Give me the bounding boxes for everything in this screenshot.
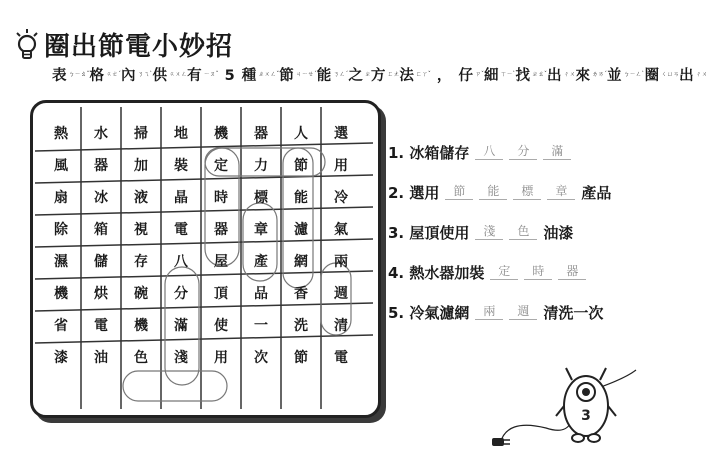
- answer-char: 時: [524, 262, 552, 280]
- grid-cell: 人: [294, 126, 308, 142]
- instruction-char: 格: [89, 68, 106, 84]
- answer-char: 淺: [475, 222, 503, 240]
- zhuyin-annotation: ㄈㄚˇ: [415, 71, 431, 78]
- grid-cell: 晶: [174, 190, 188, 206]
- grid-cell: 除: [54, 222, 68, 238]
- answer-blank[interactable]: [472, 222, 540, 242]
- zhuyin-annotation: ㄒㄧˋ: [500, 71, 516, 78]
- grid-cell: 網: [294, 254, 308, 270]
- zhuyin-annotation: ㄧㄡˇ: [203, 71, 219, 78]
- grid-cell: 洗: [294, 318, 308, 334]
- answer-char: 兩: [475, 302, 503, 320]
- grid-cell: 電: [94, 318, 108, 334]
- instruction-char: 節: [279, 68, 295, 84]
- question-text: 4. 熱水器加裝: [388, 263, 485, 282]
- instruction-char: 細: [483, 68, 500, 84]
- grid-cell: 裝: [174, 158, 188, 174]
- zhuyin-annotation: ㄋㄥˊ: [333, 71, 349, 78]
- zhuyin-annotation: ㄗˇ: [474, 71, 484, 78]
- grid-cell: 液: [134, 190, 148, 206]
- question-text: 2. 選用: [388, 183, 440, 202]
- grid-cell: 用: [334, 158, 348, 174]
- grid-cell: 加: [134, 158, 148, 174]
- grid-cell: 時: [214, 190, 228, 206]
- pencil-circle: [123, 371, 227, 401]
- instruction-char: 出: [679, 68, 695, 84]
- grid-cell: 濕: [54, 254, 68, 270]
- zhuyin-annotation: ㄅㄧㄠˇ: [68, 71, 90, 78]
- grid-cell: 漆: [54, 350, 68, 366]
- question-list: [388, 132, 611, 332]
- instruction-char: 方: [370, 68, 387, 84]
- answer-char: 分: [509, 142, 537, 160]
- zhuyin-annotation: ㄈㄤ: [387, 71, 400, 78]
- question-suffix: 產品: [581, 183, 612, 202]
- grid-cell: 頂: [214, 286, 228, 302]
- grid-cell: 烘: [94, 286, 108, 302]
- grid-cell: 器: [254, 126, 268, 142]
- grid-cell: 週: [334, 286, 348, 302]
- grid-cell: 次: [254, 350, 268, 366]
- answer-char: 器: [558, 262, 586, 280]
- question-suffix: 油漆: [543, 223, 574, 242]
- question-text: 5. 冷氣濾網: [388, 303, 470, 322]
- question-item: [388, 212, 611, 252]
- question-text: 3. 屋頂使用: [388, 223, 470, 242]
- zhuyin-annotation: ㄅㄧㄥˋ: [623, 71, 645, 78]
- grid-cell: 機: [214, 126, 228, 142]
- zhuyin-annotation: ㄓㄨㄥˇ: [258, 71, 280, 78]
- grid-cell: 滿: [174, 318, 188, 334]
- grid-cell: 色: [134, 350, 148, 366]
- grid-cell: 熱: [54, 126, 68, 142]
- grid-cell: 章: [254, 222, 268, 238]
- grid-cell: 風: [54, 158, 68, 174]
- grid-cell: 掃: [134, 126, 148, 142]
- answer-char: 八: [475, 142, 503, 160]
- grid-cell: 存: [134, 254, 148, 270]
- instruction-char: 之: [348, 68, 364, 84]
- answer-blank[interactable]: [487, 262, 589, 282]
- page-number: 3: [581, 408, 591, 424]
- answer-char: 節: [445, 182, 473, 200]
- grid-cell: 電: [174, 222, 188, 238]
- question-item: [388, 292, 611, 332]
- zhuyin-annotation: ㄍㄜˊ: [106, 71, 122, 78]
- zhuyin-annotation: ㄋㄟˋ: [137, 71, 153, 78]
- grid-cell: 扇: [54, 190, 68, 206]
- mascot-robot-icon: [486, 358, 636, 452]
- grid-cell: 選: [334, 126, 348, 142]
- instruction-char: 法: [399, 68, 415, 84]
- grid-cell: 淺: [174, 350, 188, 366]
- answer-char: 能: [479, 182, 507, 200]
- answer-blank[interactable]: [472, 302, 540, 322]
- answer-char: 滿: [543, 142, 571, 160]
- grid-cell: 機: [134, 318, 148, 334]
- grid-cell: 能: [294, 190, 308, 206]
- instruction-char: 內: [121, 68, 137, 84]
- grid-cell: 定: [214, 158, 228, 174]
- instruction-char: 出: [547, 68, 563, 84]
- page-title: 圈出節電小妙招: [44, 32, 234, 62]
- grid-cell: 箱: [94, 222, 108, 238]
- grid-cell: 屋: [214, 254, 228, 270]
- zhuyin-annotation: ㄓㄠˇ: [532, 71, 548, 78]
- grid-cell: 器: [214, 222, 228, 238]
- grid-cell: 品: [254, 286, 268, 302]
- instruction-char: 種: [241, 68, 258, 84]
- zhuyin-annotation: ㄔㄨ: [695, 71, 708, 78]
- zhuyin-annotation: ㄑㄩㄢ: [661, 71, 680, 78]
- word-search-board: [30, 100, 381, 418]
- grid-cell: 八: [174, 254, 188, 270]
- answer-char: 週: [509, 302, 537, 320]
- grid-cell: 視: [134, 222, 148, 238]
- grid-cell: 冷: [334, 190, 348, 206]
- question-text: 1. 冰箱儲存: [388, 143, 470, 162]
- instruction-char: 表: [52, 68, 68, 84]
- instruction-char: 仔: [458, 68, 474, 84]
- grid-cell: 地: [174, 126, 188, 142]
- grid-cell: 一: [254, 318, 268, 334]
- instruction-char: ，: [430, 68, 459, 84]
- zhuyin-annotation: ㄔㄨ: [563, 71, 576, 78]
- instruction-char: 有: [187, 68, 203, 84]
- instruction-char: 並: [607, 68, 623, 84]
- grid-cell: 碗: [134, 286, 148, 302]
- title-row: [14, 26, 233, 63]
- grid-cell: 儲: [94, 254, 108, 270]
- instruction-char: 能: [316, 68, 333, 84]
- question-item: [388, 172, 611, 212]
- question-item: [388, 132, 611, 172]
- zhuyin-annotation: ㄍㄨㄥ: [169, 71, 188, 78]
- grid-cell: 器: [94, 158, 108, 174]
- question-suffix: 清洗一次: [543, 303, 604, 322]
- answer-char: 標: [513, 182, 541, 200]
- grid-cell: 節: [294, 350, 308, 366]
- grid-cell: 使: [214, 318, 228, 334]
- grid-cell: 產: [254, 254, 268, 270]
- zhuyin-annotation: ㄓ: [364, 71, 371, 78]
- question-item: [388, 252, 611, 292]
- instruction-char: 來: [575, 68, 592, 84]
- instruction-char: 5: [218, 68, 242, 84]
- zhuyin-annotation: ㄌㄞˊ: [592, 71, 608, 78]
- answer-char: 色: [509, 222, 537, 240]
- grid-cell: 節: [294, 158, 308, 174]
- grid-cell: 用: [214, 350, 228, 366]
- answer-char: 章: [547, 182, 575, 200]
- grid-cell: 兩: [334, 254, 348, 270]
- grid-cell: 氣: [334, 222, 348, 238]
- grid-cell: 電: [334, 350, 348, 366]
- instruction-text: [52, 64, 708, 85]
- instruction-char: 找: [515, 68, 531, 84]
- grid-cell: 油: [94, 350, 108, 366]
- lightbulb-icon: [14, 28, 40, 62]
- grid-cell: 冰: [94, 190, 108, 206]
- grid-cell: 香: [294, 286, 308, 302]
- grid-cell: 濾: [294, 222, 308, 238]
- answer-char: 定: [490, 262, 518, 280]
- grid-cell: 分: [174, 286, 188, 302]
- answer-blank[interactable]: [472, 142, 574, 162]
- grid-cell: 力: [254, 158, 268, 174]
- grid-cell: 標: [254, 190, 268, 206]
- grid-cell: 機: [54, 286, 68, 302]
- zhuyin-annotation: ㄐㄧㄝˊ: [295, 71, 317, 78]
- grid-cell: 省: [54, 318, 68, 334]
- grid-cell: 水: [94, 126, 108, 142]
- grid-cell: 清: [334, 318, 348, 334]
- instruction-char: 圈: [644, 68, 661, 84]
- instruction-char: 供: [152, 68, 169, 84]
- answer-blank[interactable]: [442, 182, 578, 202]
